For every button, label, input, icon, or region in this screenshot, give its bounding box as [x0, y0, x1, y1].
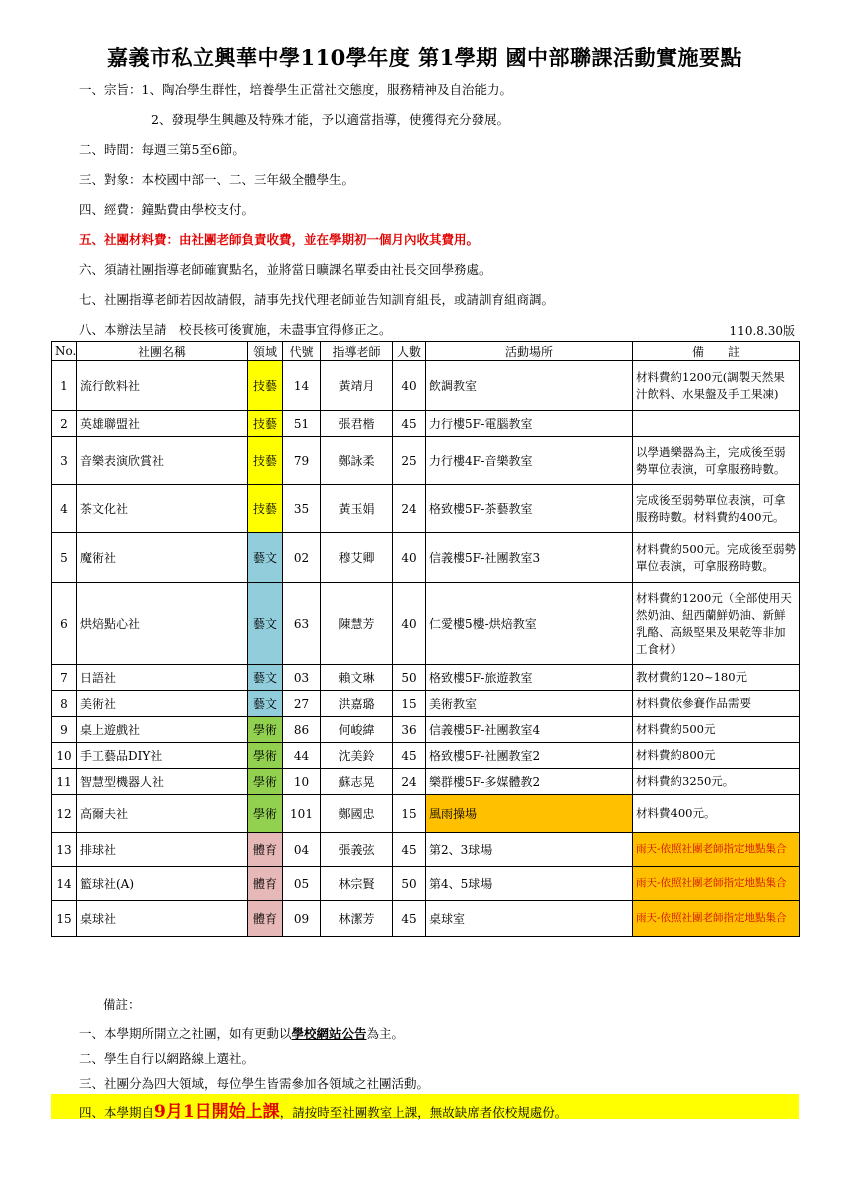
row-no: 15: [52, 901, 77, 937]
row-count: 45: [393, 833, 426, 867]
row-code: 03: [283, 665, 321, 691]
row-count: 50: [393, 867, 426, 901]
row-note: 雨天-依照社團老師指定地點集合: [633, 867, 800, 901]
header-place: 活動場所: [426, 342, 633, 361]
row-note: 教材費約120~180元: [633, 665, 800, 691]
row-domain: 技藝: [248, 485, 283, 533]
row-place: 力行樓4F-音樂教室: [426, 437, 633, 485]
table-row: [52, 485, 800, 533]
row-count: 40: [393, 361, 426, 411]
note-1-prefix: 一、本學期所開立之社團，如有更動以: [79, 1026, 292, 1041]
note-3: 三、社團分為四大領域，每位學生皆需參加各領域之社團活動。: [79, 1076, 430, 1091]
row-teacher: 洪嘉璐: [321, 691, 393, 717]
row-note: 材料費約3250元。: [633, 769, 800, 795]
row-teacher: 蘇志晃: [321, 769, 393, 795]
row-note: 雨天-依照社團老師指定地點集合: [633, 901, 800, 937]
row-note: 材料費約800元: [633, 743, 800, 769]
row-club-name: 烘焙點心社: [77, 583, 248, 665]
target-line: 三、對象：本校國中部一、二、三年級全體學生。: [79, 172, 355, 187]
row-club-name: 桌球社: [77, 901, 248, 937]
row-note: 材料費依參賽作品需要: [633, 691, 800, 717]
row-note: 材料費約1200元(調製天然果汁飲料、水果盤及手工果凍): [633, 361, 800, 411]
row-teacher: 張君楷: [321, 411, 393, 437]
row-place: 風雨操場: [426, 795, 633, 833]
row-teacher: 林宗賢: [321, 867, 393, 901]
row-note: 以學過樂器為主，完成後至弱勢單位表演，可拿服務時數。: [633, 437, 800, 485]
row-place: 力行樓5F-電腦教室: [426, 411, 633, 437]
row-count: 15: [393, 691, 426, 717]
row-code: 35: [283, 485, 321, 533]
table-row: [52, 833, 800, 867]
row-no: 13: [52, 833, 77, 867]
row-club-name: 美術社: [77, 691, 248, 717]
row-code: 86: [283, 717, 321, 743]
budget-line: 四、經費：鐘點費由學校支付。: [79, 202, 255, 217]
row-domain: 學術: [248, 769, 283, 795]
row-code: 101: [283, 795, 321, 833]
table-row: [52, 665, 800, 691]
row-note: 雨天-依照社團老師指定地點集合: [633, 833, 800, 867]
time-line: 二、時間：每週三第5至6節。: [79, 142, 245, 157]
row-no: 9: [52, 717, 77, 743]
note-4: [79, 1097, 567, 1122]
row-count: 25: [393, 437, 426, 485]
table-row: [52, 717, 800, 743]
row-code: 63: [283, 583, 321, 665]
row-code: 02: [283, 533, 321, 583]
row-place: 飲調教室: [426, 361, 633, 411]
row-club-name: 日語社: [77, 665, 248, 691]
row-count: 36: [393, 717, 426, 743]
note-4-prefix: 四、本學期自: [79, 1105, 155, 1120]
row-note: 材料費約1200元（全部使用天然奶油、紐西蘭鮮奶油、新鮮乳酪、高級堅果及果乾等非加工食材）: [633, 583, 800, 665]
attendance-line: 六、須請社團指導老師確實點名，並將當日曠課名單委由社長交回學務處。: [79, 262, 492, 277]
row-teacher: 張義弦: [321, 833, 393, 867]
header-count: 人數: [393, 342, 426, 361]
row-code: 44: [283, 743, 321, 769]
row-club-name: 魔術社: [77, 533, 248, 583]
purpose-line-2: 2、發現學生興趣及特殊才能，予以適當指導，使獲得充分發展。: [151, 112, 509, 127]
row-place: 第4、5球場: [426, 867, 633, 901]
note-4-suffix: ，請按時至社團教室上課，無故缺席者依校規處份。: [279, 1105, 568, 1120]
row-place: 仁愛樓5樓-烘焙教室: [426, 583, 633, 665]
row-count: 45: [393, 743, 426, 769]
row-no: 7: [52, 665, 77, 691]
header-code: 代號: [283, 342, 321, 361]
row-no: 11: [52, 769, 77, 795]
row-count: 40: [393, 583, 426, 665]
row-domain: 藝文: [248, 583, 283, 665]
row-club-name: 流行飲料社: [77, 361, 248, 411]
row-club-name: 高爾夫社: [77, 795, 248, 833]
row-count: 50: [393, 665, 426, 691]
row-teacher: 黃玉娟: [321, 485, 393, 533]
leave-line: 七、社團指導老師若因故請假，請事先找代理老師並告知訓育組長，或請訓育組商調。: [79, 292, 555, 307]
row-domain: 學術: [248, 743, 283, 769]
header-domain: 領域: [248, 342, 283, 361]
row-domain: 學術: [248, 717, 283, 743]
row-no: 8: [52, 691, 77, 717]
table-row: [52, 743, 800, 769]
row-domain: 體育: [248, 867, 283, 901]
header-club-name: 社團名稱: [77, 342, 248, 361]
row-note: 材料費400元。: [633, 795, 800, 833]
row-teacher: 陳慧芳: [321, 583, 393, 665]
row-club-name: 智慧型機器人社: [77, 769, 248, 795]
row-teacher: 鄭國忠: [321, 795, 393, 833]
row-club-name: 籃球社(A): [77, 867, 248, 901]
row-count: 45: [393, 901, 426, 937]
material-fee-line: 五、社團材料費：由社團老師負責收費，並在學期初一個月內收其費用。: [79, 232, 480, 247]
row-place: 桌球室: [426, 901, 633, 937]
table-row: [52, 437, 800, 485]
table-header-row: [52, 342, 800, 361]
row-place: 格致樓5F-旅遊教室: [426, 665, 633, 691]
table-row: [52, 411, 800, 437]
row-code: 04: [283, 833, 321, 867]
row-count: 24: [393, 769, 426, 795]
row-code: 51: [283, 411, 321, 437]
row-domain: 藝文: [248, 533, 283, 583]
row-code: 09: [283, 901, 321, 937]
row-club-name: 桌上遊戲社: [77, 717, 248, 743]
row-no: 1: [52, 361, 77, 411]
row-domain: 學術: [248, 795, 283, 833]
table-row: [52, 361, 800, 411]
row-club-name: 茶文化社: [77, 485, 248, 533]
row-place: 樂群樓5F-多媒體教2: [426, 769, 633, 795]
row-no: 3: [52, 437, 77, 485]
row-club-name: 英雄聯盟社: [77, 411, 248, 437]
row-no: 6: [52, 583, 77, 665]
note-1-emphasis: 學校網站公告: [291, 1026, 367, 1041]
table-row: [52, 795, 800, 833]
row-place: 美術教室: [426, 691, 633, 717]
row-domain: 藝文: [248, 665, 283, 691]
table-row: [52, 901, 800, 937]
table-row: [52, 769, 800, 795]
version-label: 110.8.30版: [729, 324, 795, 338]
row-teacher: 賴文琳: [321, 665, 393, 691]
row-place: 格致樓5F-茶藝教室: [426, 485, 633, 533]
note-2: 二、學生自行以網路線上選社。: [79, 1051, 255, 1066]
row-club-name: 音樂表演欣賞社: [77, 437, 248, 485]
note-4-emphasis: 9月1日開始上課: [154, 1102, 280, 1122]
row-code: 10: [283, 769, 321, 795]
table-row: [52, 533, 800, 583]
notes-heading: 備註：: [103, 997, 141, 1012]
row-place: 信義樓5F-社團教室4: [426, 717, 633, 743]
row-domain: 體育: [248, 833, 283, 867]
row-club-name: 手工藝品DIY社: [77, 743, 248, 769]
row-domain: 藝文: [248, 691, 283, 717]
row-teacher: 沈美鈴: [321, 743, 393, 769]
table-row: [52, 583, 800, 665]
row-domain: 體育: [248, 901, 283, 937]
row-place: 格致樓5F-社團教室2: [426, 743, 633, 769]
page-title: 嘉義市私立興華中學110學年度 第1學期 國中部聯課活動實施要點: [106, 45, 743, 70]
row-domain: 技藝: [248, 437, 283, 485]
row-note: 材料費約500元: [633, 717, 800, 743]
row-note: [633, 411, 800, 437]
note-1: [79, 1024, 404, 1042]
note-1-suffix: 為主。: [366, 1026, 405, 1041]
row-count: 40: [393, 533, 426, 583]
row-no: 5: [52, 533, 77, 583]
row-teacher: 黃靖月: [321, 361, 393, 411]
row-no: 12: [52, 795, 77, 833]
row-note: 材料費約500元。完成後至弱勢單位表演，可拿服務時數。: [633, 533, 800, 583]
approval-line: 八、本辦法呈請 校長核可後實施，未盡事宜得修正之。: [79, 322, 392, 337]
row-teacher: 鄭詠柔: [321, 437, 393, 485]
header-no: No.: [52, 342, 77, 361]
row-code: 79: [283, 437, 321, 485]
header-teacher: 指導老師: [321, 342, 393, 361]
row-no: 4: [52, 485, 77, 533]
row-no: 10: [52, 743, 77, 769]
row-note: 完成後至弱勢單位表演，可拿服務時數。材料費約400元。: [633, 485, 800, 533]
row-count: 24: [393, 485, 426, 533]
table-row: [52, 867, 800, 901]
row-code: 27: [283, 691, 321, 717]
row-teacher: 林潔芳: [321, 901, 393, 937]
row-code: 05: [283, 867, 321, 901]
row-club-name: 排球社: [77, 833, 248, 867]
row-count: 45: [393, 411, 426, 437]
row-no: 14: [52, 867, 77, 901]
row-teacher: 穆艾卿: [321, 533, 393, 583]
row-domain: 技藝: [248, 361, 283, 411]
row-place: 第2、3球場: [426, 833, 633, 867]
row-no: 2: [52, 411, 77, 437]
row-count: 15: [393, 795, 426, 833]
purpose-line-1: 一、宗旨：1、陶冶學生群性，培養學生正當社交態度，服務精神及自治能力。: [79, 82, 512, 97]
row-place: 信義樓5F-社團教室3: [426, 533, 633, 583]
row-teacher: 何峻緯: [321, 717, 393, 743]
row-domain: 技藝: [248, 411, 283, 437]
header-note: 備 註: [633, 342, 800, 361]
clubs-table: [51, 341, 800, 937]
row-code: 14: [283, 361, 321, 411]
table-row: [52, 691, 800, 717]
